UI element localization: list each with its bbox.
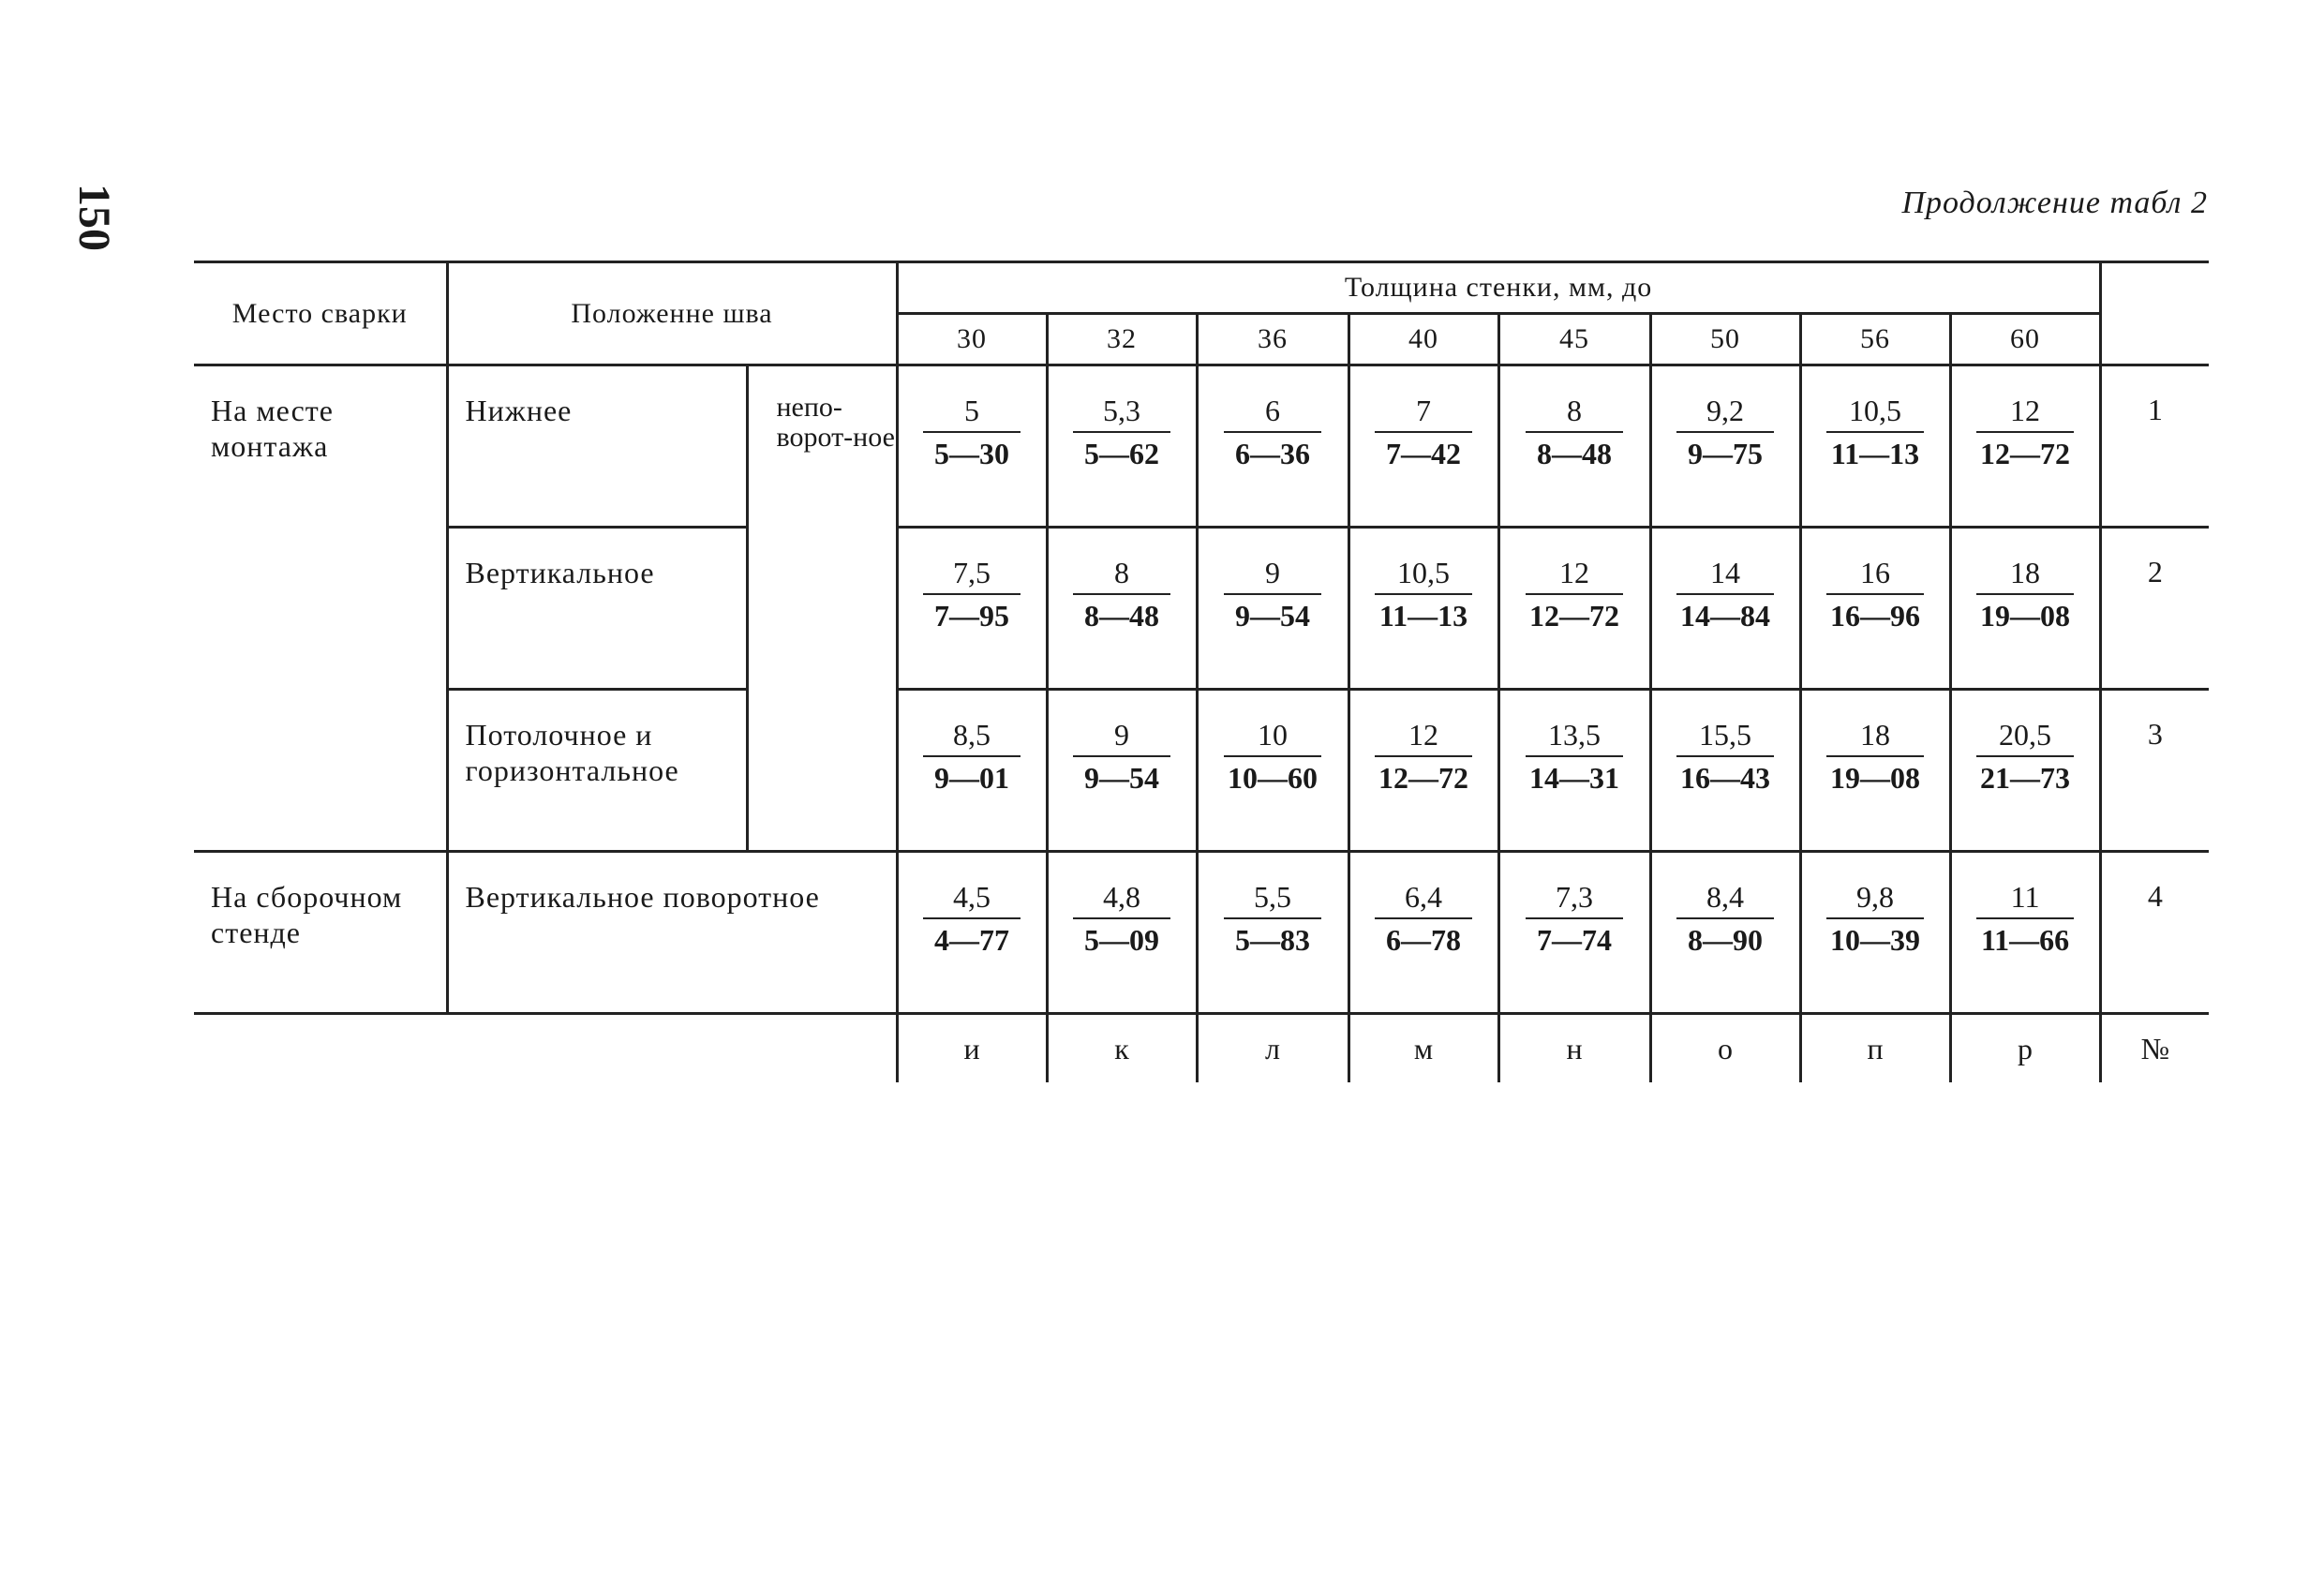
- value-cell: [897, 852, 1047, 1014]
- value-bottom: 4—77: [934, 923, 1010, 957]
- fraction-bar: [923, 917, 1020, 919]
- value-cell: [1650, 365, 1800, 528]
- row-number: 4: [2100, 852, 2209, 1014]
- value-cell: [1650, 852, 1800, 1014]
- value-bottom: 7—95: [934, 599, 1010, 633]
- column-letter: л: [1197, 1014, 1348, 1083]
- value-bottom: 19—08: [1980, 599, 2071, 633]
- value-top: 5,3: [1103, 394, 1141, 427]
- position-overhead: Потолочное и горизонтальное: [447, 690, 747, 852]
- column-letter: п: [1800, 1014, 1950, 1083]
- table-caption: Продолжение табл 2: [1901, 186, 2208, 220]
- value-bottom: 9—01: [934, 761, 1010, 795]
- value-cell: [1800, 690, 1950, 852]
- value-bottom: 11—66: [1980, 923, 2070, 957]
- position-nonrotating: непо-ворот-ное: [747, 365, 897, 852]
- fraction-bar: [1676, 593, 1774, 595]
- value-bottom: 12—72: [1980, 437, 2071, 470]
- footer-blank: [194, 1014, 897, 1083]
- table-row: [194, 528, 2209, 690]
- value-bottom: 7—74: [1537, 923, 1613, 957]
- position-flat: Нижнее: [447, 365, 747, 528]
- value-cell: [1950, 852, 2100, 1014]
- value-top: 15,5: [1699, 718, 1752, 752]
- value-top: 5,5: [1254, 880, 1292, 914]
- value-cell: [1047, 690, 1197, 852]
- fraction-bar: [1526, 917, 1623, 919]
- value-bottom: 14—31: [1529, 761, 1620, 795]
- row-number: 3: [2100, 690, 2209, 852]
- num-symbol: №: [2100, 1014, 2209, 1083]
- value-cell: [1800, 852, 1950, 1014]
- value-top: 8: [1114, 556, 1130, 589]
- header-place: Место сварки: [194, 262, 447, 365]
- value-cell: [1498, 690, 1650, 852]
- value-top: 14: [1710, 556, 1741, 589]
- value-bottom: 8—48: [1537, 437, 1613, 470]
- value-top: 20,5: [1999, 718, 2052, 752]
- fraction-bar: [923, 593, 1020, 595]
- value-bottom: 12—72: [1378, 761, 1469, 795]
- value-top: 8,4: [1706, 880, 1745, 914]
- value-cell: [1950, 690, 2100, 852]
- value-top: 8,5: [953, 718, 991, 752]
- value-bottom: 9—54: [1084, 761, 1160, 795]
- value-bottom: 19—08: [1830, 761, 1921, 795]
- fraction-bar: [1976, 593, 2074, 595]
- value-cell: [1950, 365, 2100, 528]
- value-top: 8: [1567, 394, 1583, 427]
- value-cell: [1348, 528, 1498, 690]
- fraction-bar: [1826, 755, 1924, 757]
- value-cell: [1348, 690, 1498, 852]
- value-bottom: 5—83: [1235, 923, 1311, 957]
- page-number: 150: [69, 184, 119, 251]
- value-bottom: 21—73: [1980, 761, 2071, 795]
- value-cell: [1197, 365, 1348, 528]
- value-top: 9,2: [1706, 394, 1745, 427]
- value-bottom: 9—75: [1688, 437, 1764, 470]
- value-bottom: 14—84: [1680, 599, 1771, 633]
- value-cell: [1498, 528, 1650, 690]
- fraction-bar: [1526, 755, 1623, 757]
- fraction-bar: [1676, 755, 1774, 757]
- fraction-bar: [1224, 755, 1321, 757]
- column-letter: и: [897, 1014, 1047, 1083]
- value-top: 12: [1408, 718, 1439, 752]
- value-cell: [897, 690, 1047, 852]
- value-cell: [1047, 365, 1197, 528]
- fraction-bar: [1375, 431, 1472, 433]
- value-top: 10,5: [1849, 394, 1902, 427]
- header-num-blank: [2100, 262, 2209, 365]
- header-position: Положенне шва: [447, 262, 897, 365]
- value-cell: [1197, 528, 1348, 690]
- value-top: 7,5: [953, 556, 991, 589]
- table-row: [194, 365, 2209, 528]
- thickness-value: 56: [1800, 314, 1950, 365]
- thickness-value: 32: [1047, 314, 1197, 365]
- value-cell: [1348, 365, 1498, 528]
- value-top: 10,5: [1397, 556, 1451, 589]
- value-cell: [1197, 852, 1348, 1014]
- fraction-bar: [1676, 917, 1774, 919]
- value-bottom: 5—09: [1084, 923, 1160, 957]
- column-letter: о: [1650, 1014, 1800, 1083]
- welding-table: [194, 261, 2209, 1082]
- value-bottom: 7—42: [1386, 437, 1462, 470]
- value-top: 18: [2010, 556, 2041, 589]
- value-top: 9: [1265, 556, 1281, 589]
- fraction-bar: [1224, 431, 1321, 433]
- column-letter: к: [1047, 1014, 1197, 1083]
- column-letter-row: [194, 1014, 2209, 1083]
- value-top: 7: [1416, 394, 1432, 427]
- fraction-bar: [923, 755, 1020, 757]
- table-row: [194, 852, 2209, 1014]
- header-thickness: Толщина стенки, мм, до: [897, 262, 2100, 314]
- position-vertical: Вертикальное: [447, 528, 747, 690]
- value-top: 13,5: [1548, 718, 1601, 752]
- fraction-bar: [1676, 431, 1774, 433]
- thickness-value: 45: [1498, 314, 1650, 365]
- thickness-value: 60: [1950, 314, 2100, 365]
- fraction-bar: [1826, 917, 1924, 919]
- value-bottom: 16—96: [1830, 599, 1921, 633]
- value-bottom: 9—54: [1235, 599, 1311, 633]
- fraction-bar: [1073, 593, 1170, 595]
- fraction-bar: [1375, 593, 1472, 595]
- value-cell: [1498, 365, 1650, 528]
- value-top: 11: [2010, 880, 2040, 914]
- fraction-bar: [1073, 917, 1170, 919]
- value-top: 10: [1258, 718, 1289, 752]
- value-cell: [1800, 528, 1950, 690]
- value-bottom: 16—43: [1680, 761, 1771, 795]
- fraction-bar: [1224, 917, 1321, 919]
- value-cell: [1650, 690, 1800, 852]
- column-letter: н: [1498, 1014, 1650, 1083]
- value-bottom: 8—48: [1084, 599, 1160, 633]
- value-cell: [897, 528, 1047, 690]
- value-bottom: 11—13: [1378, 599, 1468, 633]
- value-top: 4,8: [1103, 880, 1141, 914]
- thickness-value: 30: [897, 314, 1047, 365]
- fraction-bar: [1224, 593, 1321, 595]
- column-letter: м: [1348, 1014, 1498, 1083]
- value-bottom: 6—78: [1386, 923, 1462, 957]
- value-top: 9,8: [1856, 880, 1895, 914]
- row-number: 1: [2100, 365, 2209, 528]
- row-number: 2: [2100, 528, 2209, 690]
- column-letter: р: [1950, 1014, 2100, 1083]
- fraction-bar: [1375, 917, 1472, 919]
- value-cell: [1197, 690, 1348, 852]
- value-bottom: 8—90: [1688, 923, 1764, 957]
- fraction-bar: [1526, 593, 1623, 595]
- thickness-value: 36: [1197, 314, 1348, 365]
- thickness-value: 50: [1650, 314, 1800, 365]
- value-top: 18: [1860, 718, 1891, 752]
- value-cell: [897, 365, 1047, 528]
- value-bottom: 6—36: [1235, 437, 1311, 470]
- value-bottom: 10—39: [1830, 923, 1921, 957]
- fraction-bar: [923, 431, 1020, 433]
- value-bottom: 5—62: [1084, 437, 1160, 470]
- fraction-bar: [1375, 755, 1472, 757]
- value-cell: [1047, 852, 1197, 1014]
- table-row: [194, 690, 2209, 852]
- value-cell: [1950, 528, 2100, 690]
- fraction-bar: [1976, 755, 2074, 757]
- fraction-bar: [1826, 431, 1924, 433]
- value-bottom: 11—13: [1830, 437, 1920, 470]
- value-top: 4,5: [953, 880, 991, 914]
- value-bottom: 5—30: [934, 437, 1010, 470]
- value-bottom: 10—60: [1228, 761, 1318, 795]
- fraction-bar: [1976, 431, 2074, 433]
- value-cell: [1650, 528, 1800, 690]
- value-cell: [1800, 365, 1950, 528]
- place-stand: На сборочном стенде: [194, 852, 447, 1014]
- value-bottom: 12—72: [1529, 599, 1620, 633]
- value-top: 7,3: [1556, 880, 1594, 914]
- fraction-bar: [1826, 593, 1924, 595]
- value-top: 16: [1860, 556, 1891, 589]
- value-cell: [1047, 528, 1197, 690]
- place-onsite: На месте монтажа: [194, 365, 447, 852]
- value-top: 6,4: [1405, 880, 1443, 914]
- fraction-bar: [1073, 431, 1170, 433]
- value-top: 12: [2010, 394, 2041, 427]
- value-top: 6: [1265, 394, 1281, 427]
- value-cell: [1498, 852, 1650, 1014]
- value-top: 5: [964, 394, 980, 427]
- fraction-bar: [1976, 917, 2074, 919]
- position-vertical-rotating: Вертикальное поворотное: [447, 852, 897, 1014]
- value-top: 9: [1114, 718, 1130, 752]
- value-top: 12: [1559, 556, 1590, 589]
- value-cell: [1348, 852, 1498, 1014]
- thickness-value: 40: [1348, 314, 1498, 365]
- fraction-bar: [1073, 755, 1170, 757]
- fraction-bar: [1526, 431, 1623, 433]
